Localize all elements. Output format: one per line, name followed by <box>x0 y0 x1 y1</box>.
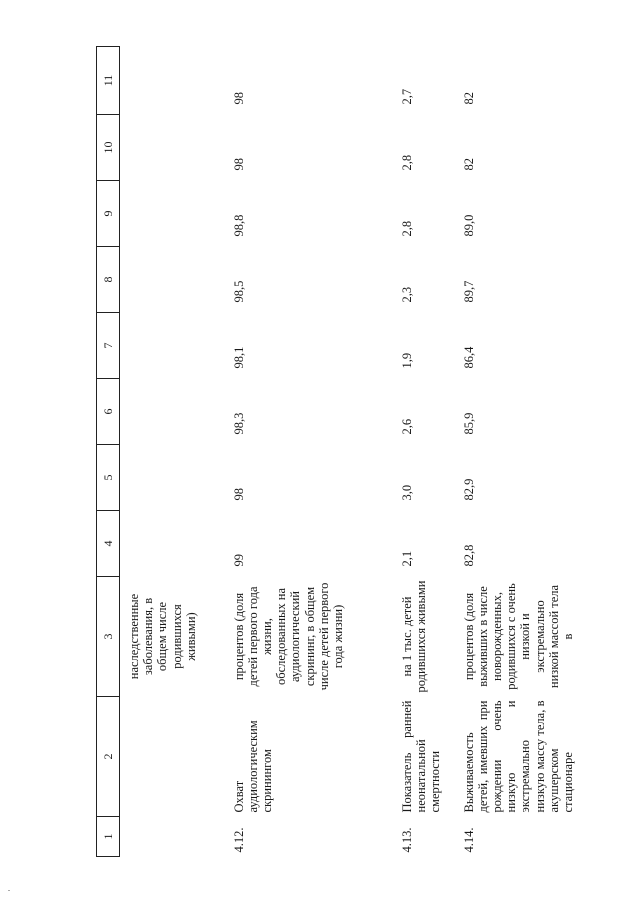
cell-empty <box>120 47 226 115</box>
column-number: 6 <box>97 379 120 445</box>
value-cell: 98,1 <box>231 346 246 369</box>
value-cell: 2,1 <box>399 550 414 567</box>
value-cell: 82 <box>461 158 476 171</box>
value-cell: 82,8 <box>461 544 476 567</box>
indicators-table <box>96 46 575 857</box>
column-number: 1 <box>97 817 120 857</box>
column-number: 9 <box>97 181 120 247</box>
value-cell: 2,3 <box>399 286 414 303</box>
column-number: 2 <box>97 697 120 817</box>
value-cell: 89,7 <box>461 280 476 303</box>
column-number: 7 <box>97 313 120 379</box>
value-cell: 3,0 <box>399 484 414 501</box>
value-cell: 98 <box>231 92 246 105</box>
column-number: 11 <box>97 47 120 115</box>
cell-empty <box>120 511 226 577</box>
value-cell: 82 <box>461 92 476 105</box>
value-cell: 82,9 <box>461 478 476 501</box>
value-cell: 98,8 <box>231 214 246 237</box>
cell-empty <box>120 313 226 379</box>
column-number: 5 <box>97 445 120 511</box>
row-number: 4.14. <box>461 827 476 853</box>
cell-empty <box>120 817 226 857</box>
value-cell: 1,9 <box>399 352 414 369</box>
continuation-row <box>120 47 226 857</box>
table-row <box>394 47 456 857</box>
value-cell: 86,4 <box>461 346 476 369</box>
column-number: 10 <box>97 115 120 181</box>
continuation-unit: наследственные заболевания, в общем числе родившихся живыми) <box>127 593 198 680</box>
cell-empty <box>120 379 226 445</box>
value-cell: 2,6 <box>399 418 414 435</box>
row-number: 4.12. <box>231 827 246 853</box>
column-number: 4 <box>97 511 120 577</box>
indicator-name: Выживаемость детей, имевших при рождении очень низкую и экстремально низкую массу тела, в акушерском стационаре <box>461 700 575 813</box>
column-number: 8 <box>97 247 120 313</box>
table-row <box>226 47 394 857</box>
indicator-name: Показатель ранней неонатальной смертности <box>399 700 442 813</box>
value-cell: 2,8 <box>399 154 414 171</box>
cell-empty <box>120 115 226 181</box>
cell-empty <box>120 697 226 817</box>
indicator-name: Охват аудиологическим скринингом <box>231 720 274 813</box>
cell-empty <box>120 445 226 511</box>
value-cell: 98 <box>231 158 246 171</box>
value-cell: 2,8 <box>399 220 414 237</box>
table-row <box>456 47 576 857</box>
rotated-table-frame <box>96 47 631 857</box>
cell-empty <box>120 247 226 313</box>
value-cell: 98,3 <box>231 412 246 435</box>
value-cell: 98 <box>231 488 246 501</box>
cell-empty <box>120 181 226 247</box>
indicator-unit: на 1 тыс. детей родившихся живыми <box>399 580 428 693</box>
value-cell: 85,9 <box>461 412 476 435</box>
indicator-unit: процентов (доля детей первого года жизни, обследованных на аудиологический скрининг, в общем числе детей первого года жизни) <box>231 582 345 691</box>
value-cell: 89,0 <box>461 214 476 237</box>
value-cell: 99 <box>231 554 246 567</box>
indicator-unit: процентов (доля выживших в числе новорожденных, родившихся с очень низкой и экстремально низкой массой тела в <box>461 583 575 690</box>
column-number: 3 <box>97 577 120 697</box>
value-cell: 2,7 <box>399 88 414 105</box>
column-number-row <box>97 47 120 857</box>
value-cell: 98,5 <box>231 280 246 303</box>
scan-mark: . <box>8 884 10 893</box>
row-number: 4.13. <box>399 827 414 853</box>
